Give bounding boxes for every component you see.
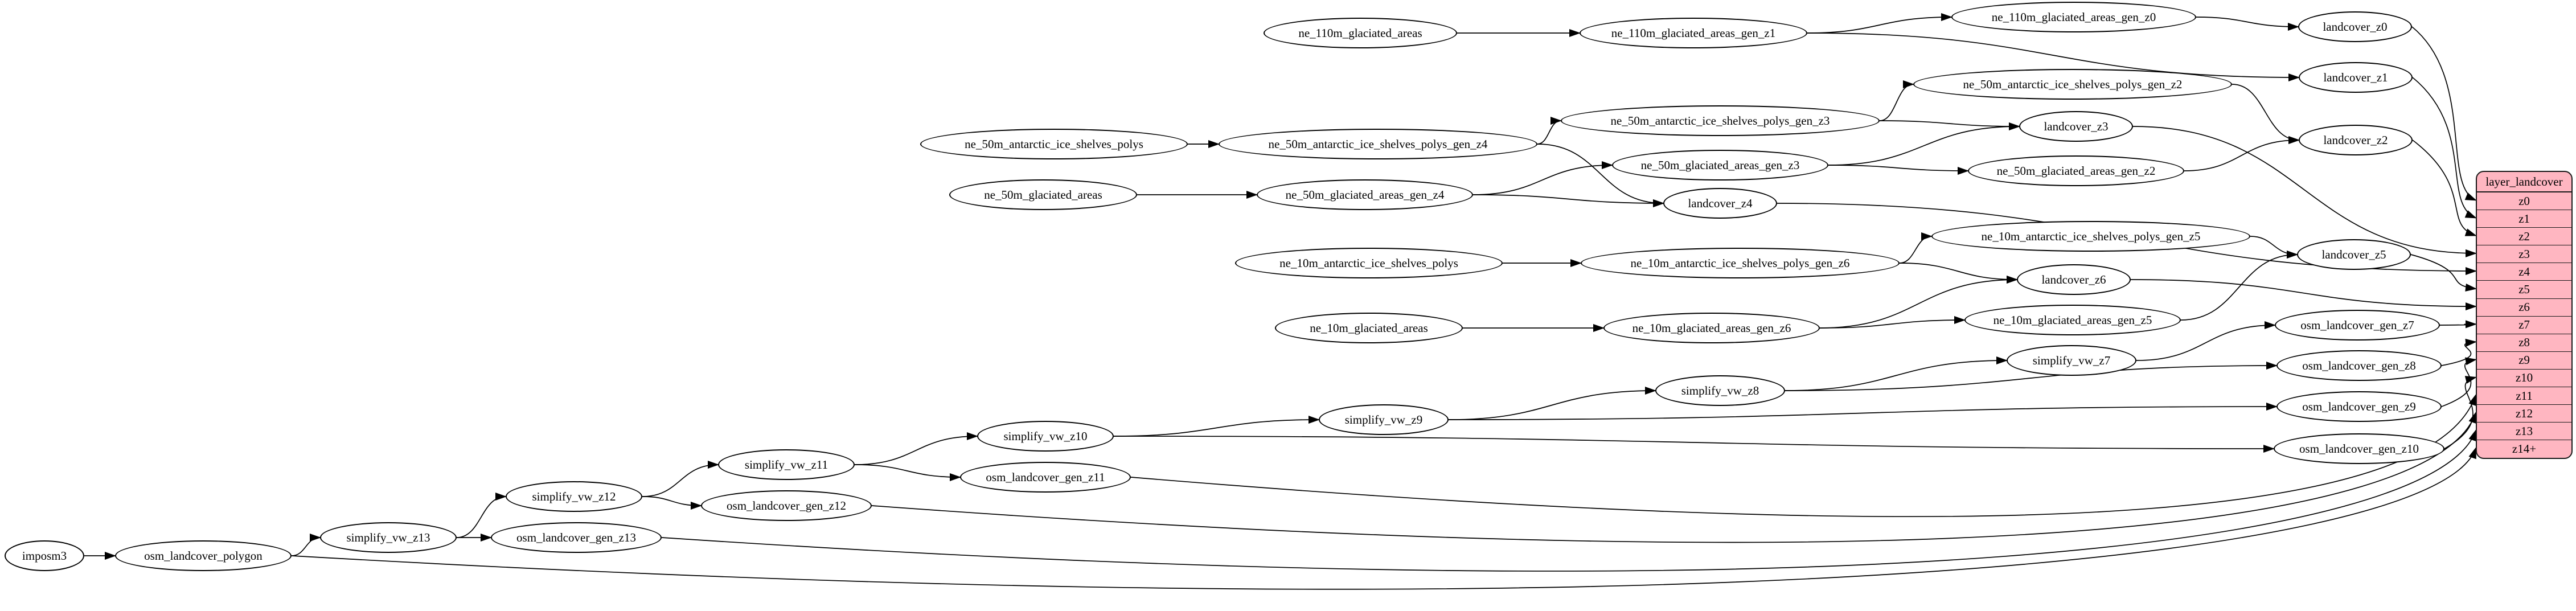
node-ne_110m_glaciated_areas_gen_z1 [1580, 18, 1807, 48]
edge-ne_50m_glaciated_areas_gen_z4-to-ne_50m_glaciated_areas_gen_z3 [1473, 165, 1612, 195]
edge-ne_10m_glaciated_areas_gen_z5-to-landcover_z5 [2181, 255, 2297, 320]
node-label: simplify_vw_z8 [1681, 383, 1759, 397]
edge-osm_landcover_gen_z13-to-layer-z13 [662, 430, 2476, 571]
node-label: ne_110m_glaciated_areas_gen_z0 [1991, 10, 2156, 24]
layer-table-title: layer_landcover [2477, 172, 2571, 192]
node-label: ne_50m_antarctic_ice_shelves_polys_gen_z2 [1963, 77, 2183, 91]
edge-ne_50m_antarctic_ice_shelves_polys_gen_z3-to-ne_50m_antarctic_ice_shelves_polys_gen_z2 [1880, 84, 1913, 121]
layer-table-row-z7: z7 [2477, 317, 2571, 334]
node-label: landcover_z4 [1688, 196, 1753, 210]
node-ne_50m_antarctic_ice_shelves_polys_gen_z4 [1219, 129, 1537, 159]
node-label: ne_50m_antarctic_ice_shelves_polys_gen_z4 [1268, 137, 1488, 151]
layer-table-row-z8: z8 [2477, 334, 2571, 352]
node-label: osm_landcover_gen_z8 [2302, 358, 2416, 372]
node-label: ne_10m_glaciated_areas_gen_z6 [1632, 321, 1791, 335]
node-label: osm_landcover_gen_z13 [516, 530, 636, 544]
edge-simplify_vw_z9-to-osm_landcover_gen_z9 [1449, 407, 2276, 420]
node-ne_10m_antarctic_ice_shelves_polys_gen_z5 [1931, 221, 2250, 252]
node-label: simplify_vw_z12 [532, 489, 616, 503]
layer-table-row-z12: z12 [2477, 405, 2571, 423]
node-landcover_z4 [1663, 188, 1777, 219]
node-label: simplify_vw_z9 [1344, 412, 1423, 427]
node-label: ne_10m_antarctic_ice_shelves_polys [1279, 256, 1458, 270]
node-label: simplify_vw_z7 [2032, 353, 2111, 367]
node-osm_landcover_gen_z13 [491, 522, 662, 553]
node-ne_10m_antarctic_ice_shelves_polys [1235, 248, 1503, 278]
edge-ne_50m_antarctic_ice_shelves_polys_gen_z3-to-landcover_z3 [1880, 121, 2019, 126]
node-simplify_vw_z11 [718, 449, 855, 480]
edge-osm_landcover_gen_z10-to-layer-z10 [2444, 378, 2476, 449]
node-landcover_z6 [2017, 264, 2131, 295]
node-landcover_z5 [2297, 239, 2411, 270]
node-label: ne_10m_antarctic_ice_shelves_polys_gen_z6 [1630, 256, 1850, 270]
node-ne_110m_glaciated_areas [1264, 18, 1457, 48]
edge-simplify_vw_z9-to-simplify_vw_z8 [1449, 391, 1655, 420]
node-label: ne_110m_glaciated_areas_gen_z1 [1611, 26, 1776, 40]
node-label: landcover_z2 [2323, 133, 2388, 147]
node-label: osm_landcover_gen_z9 [2302, 399, 2416, 413]
node-simplify_vw_z12 [506, 481, 642, 512]
node-label: osm_landcover_gen_z10 [2299, 441, 2419, 456]
node-simplify_vw_z7 [2007, 345, 2136, 376]
layer-landcover-table [2476, 171, 2573, 459]
node-imposm3 [5, 540, 84, 571]
node-ne_10m_glaciated_areas_gen_z5 [1964, 305, 2181, 335]
edge-osm_landcover_gen_z7-to-layer-z7 [2440, 324, 2476, 325]
node-ne_50m_antarctic_ice_shelves_polys [920, 129, 1188, 159]
edge-simplify_vw_z10-to-simplify_vw_z9 [1114, 420, 1319, 436]
layer-table-row-z5: z5 [2477, 281, 2571, 298]
edge-simplify_vw_z7-to-osm_landcover_gen_z7 [2136, 325, 2275, 360]
edge-simplify_vw_z12-to-simplify_vw_z11 [642, 465, 718, 497]
edge-simplify_vw_z10-to-osm_landcover_gen_z10 [1114, 436, 2274, 449]
edge-ne_110m_glaciated_areas_gen_z0-to-landcover_z0 [2196, 17, 2298, 27]
layer-table-row-z14+: z14+ [2512, 442, 2537, 456]
node-ne_50m_antarctic_ice_shelves_polys_gen_z3 [1561, 105, 1880, 136]
node-ne_10m_glaciated_areas_gen_z6 [1603, 313, 1820, 343]
edge-ne_50m_antarctic_ice_shelves_polys_gen_z4-to-ne_50m_antarctic_ice_shelves_polys_gen_z3 [1537, 121, 1561, 144]
node-label: ne_50m_antarctic_ice_shelves_polys_gen_z3 [1610, 113, 1830, 128]
node-label: simplify_vw_z11 [744, 457, 828, 471]
edge-ne_110m_glaciated_areas_gen_z1-to-ne_110m_glaciated_areas_gen_z0 [1807, 17, 1951, 33]
node-label: osm_landcover_gen_z7 [2300, 318, 2414, 332]
node-label: simplify_vw_z13 [346, 530, 430, 544]
edge-osm_landcover_polygon-to-layer-z14+ [292, 448, 2476, 589]
layer-table-row-z2: z2 [2477, 228, 2571, 245]
edge-ne_10m_antarctic_ice_shelves_polys_gen_z6-to-landcover_z6 [1900, 263, 2017, 280]
node-label: osm_landcover_gen_z11 [986, 470, 1105, 484]
node-ne_50m_antarctic_ice_shelves_polys_gen_z2 [1913, 69, 2232, 100]
layer-table-row-z6: z6 [2477, 299, 2571, 317]
node-label: osm_landcover_polygon [144, 548, 262, 563]
node-osm_landcover_polygon [115, 540, 292, 571]
node-label: ne_10m_antarctic_ice_shelves_polys_gen_z5 [1981, 229, 2201, 243]
node-label: landcover_z0 [2323, 19, 2388, 34]
edge-simplify_vw_z11-to-osm_landcover_gen_z11 [855, 465, 960, 477]
node-label: ne_10m_glaciated_areas_gen_z5 [1993, 313, 2152, 327]
edge-ne_10m_antarctic_ice_shelves_polys_gen_z6-to-ne_10m_antarctic_ice_shelves_polys_gen_z5 [1900, 236, 1931, 263]
node-label: imposm3 [22, 548, 67, 563]
node-label: landcover_z3 [2044, 119, 2109, 133]
node-osm_landcover_gen_z11 [960, 462, 1131, 493]
layer-table-row-z1: z1 [2477, 210, 2571, 228]
edge-osm_landcover_polygon-to-simplify_vw_z13 [292, 538, 320, 556]
edge-ne_50m_glaciated_areas_gen_z3-to-landcover_z3 [1828, 126, 2019, 165]
edge-ne_50m_glaciated_areas_gen_z2-to-landcover_z2 [2184, 140, 2299, 171]
layer-table-row-z4: z4 [2477, 263, 2571, 281]
edge-landcover_z6-to-layer-z6 [2131, 280, 2476, 306]
node-label: landcover_z1 [2323, 70, 2388, 84]
node-osm_landcover_gen_z9 [2276, 391, 2442, 422]
layer-table-row-z3: z3 [2477, 245, 2571, 263]
node-ne_10m_glaciated_areas [1275, 313, 1463, 343]
node-label: ne_50m_glaciated_areas_gen_z4 [1285, 187, 1445, 202]
node-osm_landcover_gen_z8 [2276, 350, 2442, 381]
edge-landcover_z5-to-layer-z5 [2411, 255, 2476, 289]
layer-table-row-z0: z0 [2477, 192, 2571, 210]
node-landcover_z0 [2298, 11, 2412, 42]
node-label: ne_50m_antarctic_ice_shelves_polys [965, 137, 1143, 151]
node-ne_50m_glaciated_areas_gen_z3 [1612, 150, 1828, 181]
node-label: ne_110m_glaciated_areas [1298, 26, 1422, 40]
node-ne_50m_glaciated_areas [949, 179, 1137, 210]
node-landcover_z2 [2299, 125, 2413, 155]
edge-ne_50m_glaciated_areas_gen_z3-to-ne_50m_glaciated_areas_gen_z2 [1828, 165, 1968, 171]
layer-table-row-z13: z13 [2477, 423, 2571, 440]
node-label: ne_50m_glaciated_areas_gen_z3 [1640, 158, 1800, 172]
node-ne_10m_antarctic_ice_shelves_polys_gen_z6 [1581, 248, 1900, 278]
layer-table-row-z9: z9 [2477, 352, 2571, 370]
node-simplify_vw_z8 [1655, 375, 1785, 406]
node-osm_landcover_gen_z7 [2275, 310, 2440, 341]
node-label: landcover_z6 [2041, 272, 2106, 286]
edge-osm_landcover_gen_z8-to-layer-z8 [2442, 342, 2476, 366]
node-ne_110m_glaciated_areas_gen_z0 [1951, 2, 2196, 32]
node-label: osm_landcover_gen_z12 [727, 498, 846, 512]
node-landcover_z3 [2019, 111, 2133, 142]
node-landcover_z1 [2299, 62, 2413, 93]
layer-table-row-z11: z11 [2477, 387, 2571, 405]
edge-osm_landcover_gen_z9-to-layer-z9 [2442, 359, 2476, 407]
node-label: simplify_vw_z10 [1003, 429, 1088, 443]
node-osm_landcover_gen_z10 [2274, 433, 2444, 464]
node-simplify_vw_z13 [320, 522, 457, 553]
node-ne_50m_glaciated_areas_gen_z2 [1968, 155, 2184, 186]
edge-simplify_vw_z11-to-simplify_vw_z10 [855, 436, 977, 465]
edge-simplify_vw_z8-to-simplify_vw_z7 [1785, 360, 2007, 391]
node-simplify_vw_z9 [1319, 404, 1449, 435]
edge-ne_50m_glaciated_areas_gen_z4-to-landcover_z4 [1473, 195, 1663, 203]
node-label: ne_10m_glaciated_areas [1310, 321, 1428, 335]
node-label: ne_50m_glaciated_areas [984, 187, 1102, 202]
edge-landcover_z2-to-layer-z2 [2413, 140, 2476, 236]
layer-table-row-z10: z10 [2477, 370, 2571, 387]
edge-ne_10m_antarctic_ice_shelves_polys_gen_z5-to-landcover_z5 [2250, 236, 2297, 255]
node-simplify_vw_z10 [977, 421, 1114, 452]
node-label: ne_50m_glaciated_areas_gen_z2 [1996, 163, 2156, 178]
node-osm_landcover_gen_z12 [701, 490, 872, 521]
node-label: landcover_z5 [2321, 247, 2386, 261]
node-ne_50m_glaciated_areas_gen_z4 [1257, 179, 1473, 210]
edge-ne_50m_antarctic_ice_shelves_polys_gen_z2-to-landcover_z2 [2232, 84, 2299, 140]
edge-simplify_vw_z12-to-osm_landcover_gen_z12 [642, 497, 701, 506]
